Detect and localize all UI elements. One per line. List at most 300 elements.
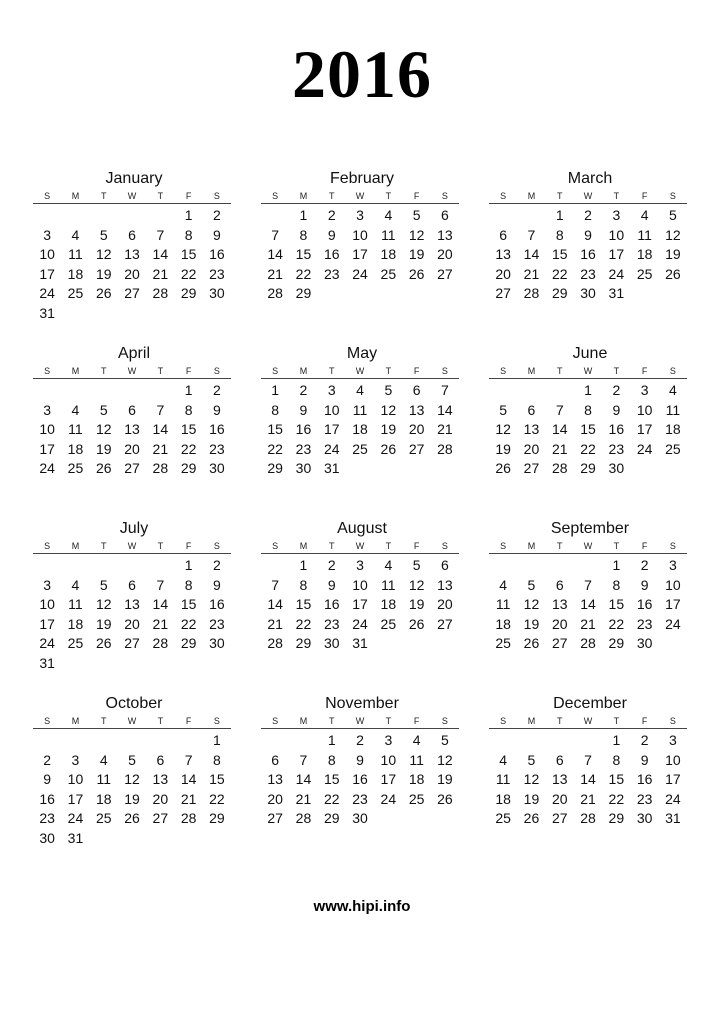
day-cell: 3 xyxy=(356,207,364,223)
day-cell: 24 xyxy=(67,810,84,827)
weekday-label: W xyxy=(127,191,137,201)
weekday-header xyxy=(33,540,231,554)
day-cell: 31 xyxy=(39,654,55,671)
month-july xyxy=(33,518,231,674)
day-cell: 3 xyxy=(71,751,80,768)
weekday-label: F xyxy=(413,716,420,726)
day-cell: 3 xyxy=(640,382,649,398)
empty-day-cell xyxy=(90,381,118,401)
weekday-label: S xyxy=(272,191,279,201)
empty-day-cell xyxy=(261,556,289,576)
month-december xyxy=(489,693,687,829)
weekday-label: S xyxy=(213,366,220,376)
day-cell: 13 xyxy=(267,771,283,788)
day-cell: 7 xyxy=(156,226,165,243)
empty-day-cell xyxy=(261,731,289,751)
day-cell: 27 xyxy=(437,265,453,282)
day-cell: 27 xyxy=(152,810,169,827)
day-cell: 30 xyxy=(352,810,368,827)
day-cell: 11 xyxy=(495,596,511,613)
day-cell: 24 xyxy=(323,440,340,457)
day-cell: 11 xyxy=(381,576,396,593)
day-cell: 5 xyxy=(128,751,136,768)
day-cell: 30 xyxy=(295,460,312,477)
day-cell: 16 xyxy=(323,596,340,613)
day-cell: 20 xyxy=(408,421,425,438)
day-cell: 21 xyxy=(580,790,596,807)
day-cell: 22 xyxy=(209,790,225,807)
day-cell: 22 xyxy=(608,790,625,807)
day-cell: 23 xyxy=(608,440,625,457)
day-cell: 2 xyxy=(43,751,52,768)
month-name: October xyxy=(105,695,163,712)
empty-day-cell xyxy=(90,556,118,576)
day-cell: 18 xyxy=(352,421,368,438)
day-cell: 10 xyxy=(67,771,84,788)
day-cell: 29 xyxy=(267,460,283,477)
day-cell: 18 xyxy=(495,790,511,807)
day-cell: 30 xyxy=(209,460,225,477)
day-cell: 30 xyxy=(636,810,653,827)
day-cell: 25 xyxy=(67,635,84,652)
day-cell: 1 xyxy=(184,207,193,223)
day-cell: 20 xyxy=(124,265,140,282)
weekday-label: W xyxy=(127,716,137,726)
weekday-label: T xyxy=(385,541,392,551)
day-cell: 27 xyxy=(124,285,140,302)
day-cell: 6 xyxy=(441,207,449,223)
day-cell: 7 xyxy=(584,751,592,768)
day-cell: 6 xyxy=(555,576,564,593)
calendar-year-title: 2016 xyxy=(292,36,432,112)
day-grid xyxy=(261,206,459,304)
day-cell: 12 xyxy=(523,771,540,788)
day-cell: 19 xyxy=(95,265,112,282)
empty-day-cell xyxy=(33,381,61,401)
weekday-label: S xyxy=(500,366,507,376)
day-cell: 15 xyxy=(580,421,596,438)
weekday-label: T xyxy=(613,366,620,376)
day-cell: 6 xyxy=(555,751,564,768)
day-cell: 2 xyxy=(327,557,336,573)
day-cell: 28 xyxy=(551,460,568,477)
month-name: November xyxy=(325,695,399,712)
weekday-label: T xyxy=(328,366,335,376)
weekday-label: T xyxy=(157,541,164,551)
day-cell: 31 xyxy=(608,285,625,302)
day-cell: 25 xyxy=(95,810,112,827)
day-cell: 24 xyxy=(608,265,625,282)
weekday-label: M xyxy=(527,366,536,376)
day-cell: 5 xyxy=(527,751,536,768)
weekday-label: F xyxy=(185,366,192,376)
day-cell: 23 xyxy=(39,810,55,827)
weekday-label: M xyxy=(527,541,536,551)
day-cell: 19 xyxy=(495,440,511,457)
weekday-label: M xyxy=(299,366,308,376)
day-cell: 7 xyxy=(584,576,592,593)
day-cell: 30 xyxy=(636,635,653,652)
day-cell: 5 xyxy=(99,576,108,593)
day-cell: 6 xyxy=(499,226,508,243)
weekday-header xyxy=(261,190,459,204)
day-cell: 5 xyxy=(412,557,421,573)
weekday-label: S xyxy=(44,191,51,201)
day-cell: 5 xyxy=(499,401,508,418)
empty-day-cell xyxy=(146,731,174,751)
day-cell: 17 xyxy=(39,265,55,282)
day-cell: 31 xyxy=(352,635,368,652)
empty-day-cell xyxy=(90,731,118,751)
day-cell: 4 xyxy=(71,576,80,593)
day-cell: 4 xyxy=(499,576,508,593)
empty-day-cell xyxy=(61,731,89,751)
day-cell: 1 xyxy=(213,732,221,748)
day-cell: 21 xyxy=(437,421,453,438)
day-cell: 4 xyxy=(384,207,393,223)
day-cell: 25 xyxy=(495,635,511,652)
weekday-label: W xyxy=(355,541,365,551)
empty-day-cell xyxy=(546,556,574,576)
day-cell: 17 xyxy=(636,421,653,438)
day-cell: 26 xyxy=(523,810,540,827)
weekday-label: F xyxy=(641,716,648,726)
day-cell: 16 xyxy=(636,596,653,613)
day-cell: 26 xyxy=(408,265,425,282)
day-cell: 15 xyxy=(608,771,625,788)
day-cell: 15 xyxy=(551,246,568,263)
day-cell: 13 xyxy=(551,771,568,788)
month-february xyxy=(261,168,459,304)
day-cell: 8 xyxy=(184,226,193,243)
empty-day-cell xyxy=(574,556,602,576)
day-cell: 18 xyxy=(380,596,397,613)
day-cell: 20 xyxy=(124,615,140,632)
day-cell: 27 xyxy=(523,460,540,477)
day-cell: 27 xyxy=(408,440,425,457)
day-cell: 8 xyxy=(299,576,308,593)
day-cell: 14 xyxy=(580,771,596,788)
empty-day-cell xyxy=(174,731,202,751)
day-cell: 22 xyxy=(608,615,625,632)
weekday-label: M xyxy=(299,541,308,551)
day-grid xyxy=(489,731,687,829)
day-cell: 31 xyxy=(67,829,84,846)
day-cell: 20 xyxy=(437,596,453,613)
day-cell: 4 xyxy=(640,207,649,223)
day-cell: 20 xyxy=(124,440,140,457)
day-cell: 16 xyxy=(636,771,653,788)
day-cell: 7 xyxy=(527,226,536,243)
day-cell: 25 xyxy=(495,810,511,827)
weekday-label: S xyxy=(441,716,448,726)
day-cell: 1 xyxy=(299,207,308,223)
month-name: May xyxy=(346,345,378,362)
day-cell: 8 xyxy=(612,576,621,593)
weekday-label: T xyxy=(613,716,620,726)
day-cell: 13 xyxy=(437,576,453,593)
day-cell: 11 xyxy=(495,771,511,788)
weekday-label: S xyxy=(669,191,676,201)
day-cell: 3 xyxy=(384,732,393,748)
weekday-label: T xyxy=(157,366,164,376)
day-cell: 9 xyxy=(584,226,592,243)
day-cell: 23 xyxy=(209,440,225,457)
day-cell: 3 xyxy=(612,207,621,223)
day-cell: 9 xyxy=(612,401,621,418)
weekday-label: F xyxy=(641,191,648,201)
day-cell: 20 xyxy=(551,790,568,807)
day-cell: 21 xyxy=(152,265,169,282)
weekday-label: S xyxy=(44,541,51,551)
empty-day-cell xyxy=(61,556,89,576)
day-cell: 5 xyxy=(99,226,108,243)
month-name: July xyxy=(119,520,149,537)
day-cell: 19 xyxy=(124,790,140,807)
month-name: March xyxy=(567,170,613,187)
weekday-label: S xyxy=(213,191,220,201)
day-cell: 22 xyxy=(295,265,312,282)
day-cell: 10 xyxy=(39,596,55,613)
day-cell: 22 xyxy=(551,265,568,282)
empty-day-cell xyxy=(517,556,545,576)
empty-day-cell xyxy=(517,731,545,751)
day-cell: 5 xyxy=(99,401,108,418)
day-cell: 13 xyxy=(495,246,511,263)
day-cell: 1 xyxy=(184,382,193,398)
empty-day-cell xyxy=(118,556,146,576)
day-grid xyxy=(489,556,687,654)
day-cell: 28 xyxy=(152,285,169,302)
empty-day-cell xyxy=(146,206,174,226)
day-cell: 12 xyxy=(495,421,511,438)
day-cell: 17 xyxy=(39,615,55,632)
day-cell: 30 xyxy=(209,285,225,302)
weekday-header xyxy=(33,365,231,379)
weekday-label: M xyxy=(299,191,308,201)
day-cell: 15 xyxy=(180,596,197,613)
month-april xyxy=(33,343,231,479)
empty-day-cell xyxy=(489,556,517,576)
weekday-label: T xyxy=(556,716,563,726)
weekday-label: W xyxy=(355,716,365,726)
day-cell: 2 xyxy=(640,557,649,573)
day-cell: 29 xyxy=(323,810,340,827)
weekday-label: T xyxy=(100,366,107,376)
day-cell: 9 xyxy=(327,226,336,243)
day-cell: 21 xyxy=(523,265,540,282)
day-cell: 20 xyxy=(437,246,453,263)
day-cell: 1 xyxy=(555,207,564,223)
weekday-label: W xyxy=(583,541,593,551)
day-cell: 23 xyxy=(323,265,340,282)
empty-day-cell xyxy=(118,731,146,751)
day-cell: 20 xyxy=(267,790,283,807)
month-august xyxy=(261,518,459,654)
day-cell: 14 xyxy=(152,596,169,613)
day-grid xyxy=(489,381,687,479)
weekday-label: S xyxy=(272,541,279,551)
weekday-label: T xyxy=(328,716,335,726)
day-cell: 17 xyxy=(352,246,368,263)
weekday-header xyxy=(261,715,459,729)
day-cell: 26 xyxy=(523,635,540,652)
weekday-label: T xyxy=(613,191,620,201)
day-cell: 4 xyxy=(412,732,421,748)
day-cell: 6 xyxy=(128,576,136,593)
day-grid xyxy=(261,731,459,829)
weekday-label: F xyxy=(413,541,420,551)
weekday-label: F xyxy=(641,366,648,376)
day-cell: 21 xyxy=(267,265,283,282)
day-cell: 26 xyxy=(437,790,453,807)
weekday-label: S xyxy=(44,366,51,376)
weekday-label: M xyxy=(527,191,536,201)
day-cell: 20 xyxy=(152,790,169,807)
day-cell: 12 xyxy=(95,421,112,438)
day-cell: 17 xyxy=(323,421,340,438)
day-cell: 27 xyxy=(124,635,140,652)
day-cell: 16 xyxy=(608,421,625,438)
day-cell: 3 xyxy=(43,401,52,418)
empty-day-cell xyxy=(61,381,89,401)
day-cell: 28 xyxy=(523,285,540,302)
day-cell: 7 xyxy=(184,751,193,768)
weekday-label: T xyxy=(100,541,107,551)
day-grid xyxy=(33,206,231,324)
empty-day-cell xyxy=(118,206,146,226)
day-cell: 2 xyxy=(213,382,221,398)
day-cell: 25 xyxy=(67,285,84,302)
day-cell: 29 xyxy=(295,635,312,652)
day-cell: 7 xyxy=(299,751,308,768)
day-cell: 5 xyxy=(669,207,677,223)
day-cell: 18 xyxy=(636,246,653,263)
weekday-label: F xyxy=(185,541,192,551)
day-cell: 3 xyxy=(669,557,677,573)
empty-day-cell xyxy=(289,731,317,751)
day-cell: 2 xyxy=(213,557,221,573)
day-cell: 28 xyxy=(267,285,283,302)
day-cell: 22 xyxy=(580,440,596,457)
day-grid xyxy=(261,556,459,654)
day-cell: 25 xyxy=(380,615,397,632)
day-cell: 16 xyxy=(580,246,596,263)
day-cell: 7 xyxy=(271,576,280,593)
weekday-header xyxy=(489,715,687,729)
day-cell: 24 xyxy=(352,265,368,282)
day-cell: 26 xyxy=(95,460,112,477)
day-cell: 13 xyxy=(152,771,169,788)
weekday-label: F xyxy=(413,366,420,376)
day-cell: 8 xyxy=(612,751,621,768)
day-cell: 31 xyxy=(665,810,681,827)
day-cell: 4 xyxy=(499,751,508,768)
day-cell: 4 xyxy=(71,226,80,243)
day-grid xyxy=(33,556,231,674)
day-cell: 27 xyxy=(551,810,568,827)
day-cell: 25 xyxy=(636,265,653,282)
day-cell: 21 xyxy=(295,790,312,807)
day-cell: 10 xyxy=(608,226,625,243)
weekday-label: W xyxy=(127,366,137,376)
day-cell: 24 xyxy=(665,790,681,807)
day-cell: 18 xyxy=(67,615,84,632)
day-cell: 10 xyxy=(665,576,681,593)
day-cell: 28 xyxy=(580,810,596,827)
day-cell: 12 xyxy=(95,246,112,263)
day-cell: 8 xyxy=(271,401,280,418)
day-cell: 25 xyxy=(67,460,84,477)
day-cell: 31 xyxy=(39,304,55,321)
month-name: January xyxy=(105,170,163,187)
day-cell: 27 xyxy=(495,285,511,302)
day-cell: 24 xyxy=(39,285,55,302)
day-cell: 13 xyxy=(124,246,140,263)
day-cell: 6 xyxy=(441,557,449,573)
day-cell: 7 xyxy=(271,226,280,243)
weekday-label: T xyxy=(100,191,107,201)
month-june xyxy=(489,343,687,479)
day-cell: 15 xyxy=(267,421,283,438)
day-cell: 28 xyxy=(267,635,283,652)
day-cell: 25 xyxy=(352,440,368,457)
footer-website[interactable]: www.hipi.info xyxy=(313,898,411,915)
weekday-label: S xyxy=(669,541,676,551)
weekday-header xyxy=(489,365,687,379)
day-cell: 11 xyxy=(68,246,83,263)
day-cell: 29 xyxy=(209,810,225,827)
day-cell: 28 xyxy=(295,810,312,827)
day-cell: 14 xyxy=(551,421,568,438)
day-cell: 7 xyxy=(441,382,449,398)
weekday-label: M xyxy=(527,716,536,726)
weekday-label: W xyxy=(583,191,593,201)
day-cell: 4 xyxy=(669,382,677,398)
weekday-label: M xyxy=(71,541,80,551)
day-cell: 24 xyxy=(380,790,397,807)
day-cell: 15 xyxy=(295,246,312,263)
empty-day-cell xyxy=(33,556,61,576)
day-cell: 5 xyxy=(527,576,536,593)
day-cell: 11 xyxy=(409,751,424,768)
day-cell: 10 xyxy=(39,421,55,438)
day-cell: 15 xyxy=(209,771,225,788)
weekday-label: T xyxy=(157,191,164,201)
day-cell: 23 xyxy=(636,790,653,807)
day-cell: 29 xyxy=(180,285,197,302)
day-cell: 4 xyxy=(71,401,80,418)
day-cell: 10 xyxy=(39,246,55,263)
day-cell: 8 xyxy=(184,576,193,593)
day-cell: 19 xyxy=(523,615,540,632)
day-cell: 21 xyxy=(551,440,568,457)
day-cell: 13 xyxy=(124,421,140,438)
empty-day-cell xyxy=(118,381,146,401)
day-cell: 17 xyxy=(665,771,681,788)
weekday-label: S xyxy=(272,366,279,376)
empty-day-cell xyxy=(33,731,61,751)
weekday-label: M xyxy=(71,716,80,726)
day-cell: 20 xyxy=(495,265,511,282)
day-cell: 3 xyxy=(43,226,52,243)
day-cell: 10 xyxy=(665,751,681,768)
day-cell: 21 xyxy=(152,440,169,457)
day-cell: 1 xyxy=(327,732,336,748)
day-cell: 16 xyxy=(295,421,312,438)
day-cell: 21 xyxy=(580,615,596,632)
day-cell: 2 xyxy=(213,207,221,223)
